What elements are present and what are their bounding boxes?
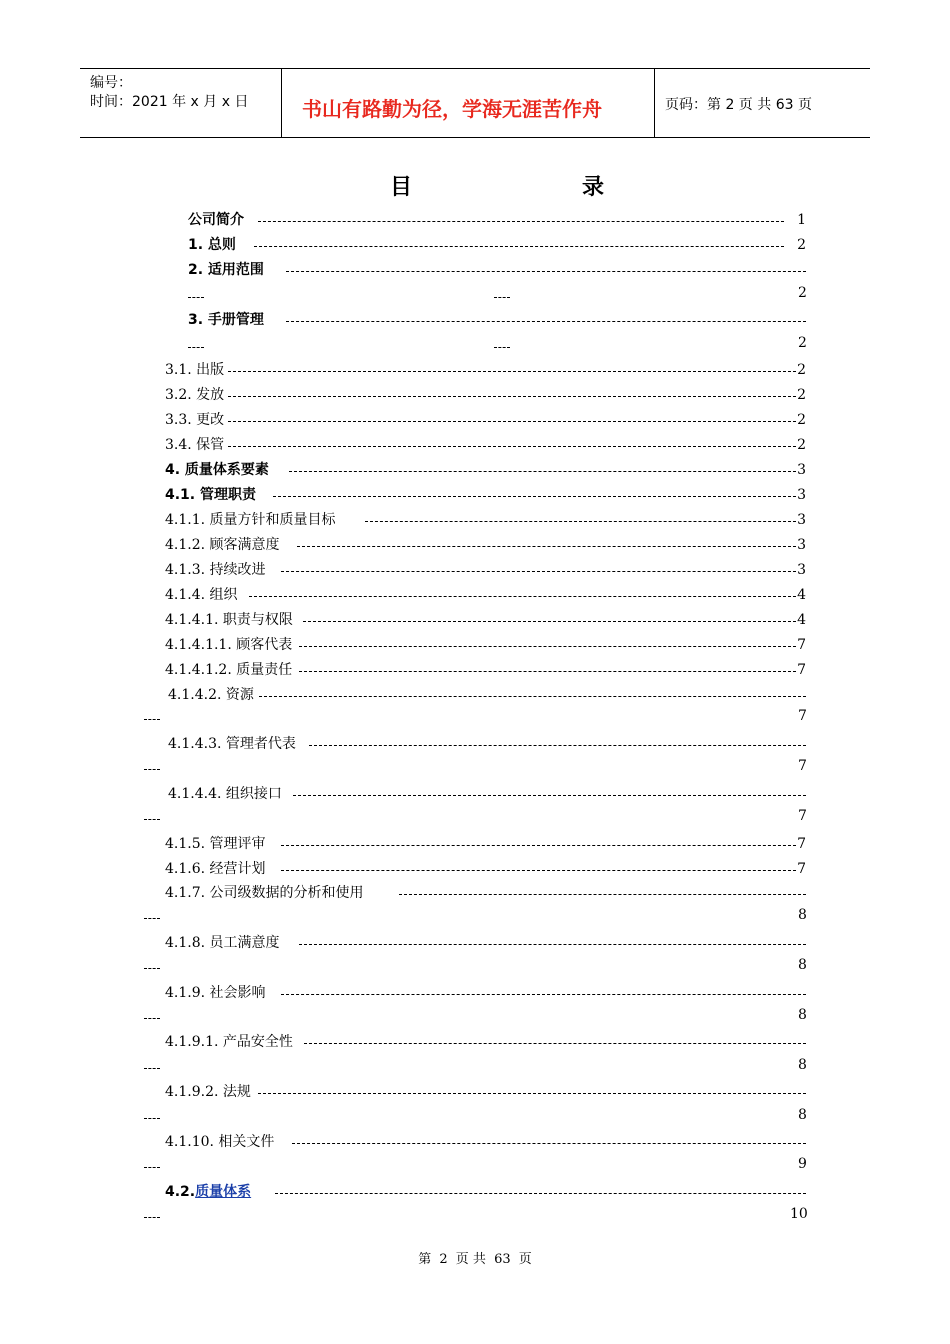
toc-entry-label: 4.1.9. 社会影响 (165, 982, 267, 1004)
toc-entry[interactable] (165, 359, 806, 381)
toc-entry[interactable] (165, 559, 806, 581)
toc-entry-label: 4. 质量体系要素 (165, 459, 270, 481)
page-footer (0, 1248, 950, 1267)
toc-entry-page: 2 (797, 387, 806, 403)
toc-leader (299, 646, 796, 647)
toc-entry[interactable] (165, 833, 806, 855)
toc-entry-label: 4.1.8. 员工满意度 (165, 932, 281, 954)
toc-entry-page: 2 (797, 437, 806, 453)
toc-entry-page: 2 (797, 237, 806, 253)
toc-entry-label: 4.1.6. 经营计划 (165, 858, 267, 880)
toc-entry-page: 3 (797, 462, 806, 478)
footer-prefix: 第 (418, 1252, 432, 1267)
toc-leader-wrap (144, 1068, 160, 1069)
toc-entry-page: 7 (797, 637, 806, 653)
toc-entry[interactable] (165, 634, 806, 656)
page-header (80, 68, 870, 138)
toc-entry-page: 1 (797, 212, 806, 228)
footer-total: 63 (494, 1252, 511, 1267)
toc-entry-page: 7 (797, 836, 806, 852)
toc-leader-wrap (188, 347, 204, 348)
toc-entry[interactable] (165, 534, 806, 556)
toc-leader-wrap (144, 1167, 160, 1168)
toc-entry-page: 4 (797, 587, 806, 603)
document-number-label: 编号： (90, 75, 132, 91)
toc-entry[interactable] (188, 259, 806, 281)
header-page-cell (655, 69, 870, 137)
toc-entry-number: 4.2. (165, 1184, 196, 1200)
toc-entry[interactable] (165, 659, 806, 681)
toc-entry[interactable] (165, 858, 806, 880)
toc-leader-wrap (144, 819, 160, 820)
toc-entry-label: 3. 手册管理 (188, 309, 265, 331)
toc-entry[interactable] (165, 434, 806, 456)
toc-entry[interactable] (165, 384, 806, 406)
toc-leader (228, 371, 796, 372)
header-page-info: 页码：第 2 页 共 63 页 (665, 97, 812, 113)
toc-leader-wrap (188, 297, 204, 298)
toc-leader (275, 1193, 806, 1194)
toc-entry-page: 2 (798, 335, 807, 351)
toc-leader (399, 894, 806, 895)
toc-leader-wrap (144, 1217, 160, 1218)
toc-leader (299, 671, 796, 672)
toc-leader (297, 546, 796, 547)
toc-entry-label: 4.1.4.2. 资源 (168, 684, 255, 706)
toc-entry[interactable] (165, 1031, 806, 1053)
toc-entry-page: 7 (798, 808, 807, 824)
toc-leader (281, 845, 796, 846)
toc-entry-page: 3 (797, 487, 806, 503)
toc-entry[interactable] (168, 783, 806, 805)
toc-leader (281, 571, 796, 572)
toc-entry-page: 2 (797, 412, 806, 428)
toc-leader-wrap (494, 347, 510, 348)
toc-entry-label: 4.1.2. 顾客满意度 (165, 534, 281, 556)
header-motto: 书山有路勤为径，学海无涯苦作舟 (302, 97, 602, 121)
toc-entry-page: 2 (797, 362, 806, 378)
toc-entry-label: 4.1.4.3. 管理者代表 (168, 733, 297, 755)
toc-entry-page: 3 (797, 512, 806, 528)
toc-leader (254, 246, 784, 247)
header-motto-cell (282, 69, 655, 137)
toc-leader (303, 621, 796, 622)
toc-entry-page: 9 (798, 1156, 807, 1172)
toc-entry[interactable] (165, 982, 806, 1004)
toc-entry[interactable] (165, 882, 806, 904)
toc-leader-wrap (144, 1018, 160, 1019)
toc-entry[interactable] (168, 684, 806, 706)
toc-entry-label: 4.1.9.1. 产品安全性 (165, 1031, 294, 1053)
toc-entry[interactable] (165, 1131, 806, 1153)
toc-leader (258, 1093, 806, 1094)
toc-entry-page: 8 (798, 957, 807, 973)
toc-entry-label: 4.1.4.4. 组织接口 (168, 783, 283, 805)
toc-entry-link[interactable]: 质量体系 (195, 1184, 252, 1200)
toc-leader (293, 795, 806, 796)
toc-entry[interactable] (188, 309, 806, 331)
toc-entry-page: 3 (797, 562, 806, 578)
toc-entry-label: 4.1.7. 公司级数据的分析和使用 (165, 882, 365, 904)
toc-entry-label: 4.1.9.2. 法规 (165, 1081, 252, 1103)
toc-entry-page: 7 (798, 758, 807, 774)
toc-entry-label: 3.3. 更改 (165, 409, 225, 431)
toc-leader-wrap (144, 719, 160, 720)
toc-entry[interactable] (165, 409, 806, 431)
toc-entry-label: 公司简介 (188, 209, 245, 231)
toc-title-part2: 录 (582, 175, 605, 200)
toc-entry[interactable] (165, 1181, 806, 1203)
footer-page: 2 (439, 1252, 448, 1267)
toc-entry[interactable] (165, 584, 806, 606)
toc-entry-page: 3 (797, 537, 806, 553)
toc-entry-label: 4.1.4.1. 职责与权限 (165, 609, 294, 631)
toc-leader (228, 421, 796, 422)
footer-mid: 页 共 (455, 1252, 486, 1267)
toc-entry-label: 4.1.5. 管理评审 (165, 833, 267, 855)
toc-entry-page: 8 (798, 1007, 807, 1023)
toc-entry-label: 4.1.4.1.2. 质量责任 (165, 659, 293, 681)
toc-entry[interactable] (165, 1081, 806, 1103)
toc-entry-label: 4.1.3. 持续改进 (165, 559, 267, 581)
toc-entry-label: 4.1.1. 质量方针和质量目标 (165, 509, 337, 531)
toc-entry-page: 8 (798, 1107, 807, 1123)
toc-entry[interactable] (165, 932, 806, 954)
toc-leader-wrap (494, 297, 510, 298)
footer-suffix: 页 (518, 1252, 532, 1267)
toc-entry-label: 3.4. 保管 (165, 434, 225, 456)
toc-leader (299, 944, 806, 945)
toc-leader (365, 521, 796, 522)
toc-leader-wrap (144, 918, 160, 919)
toc-title-part1: 目 (390, 175, 413, 200)
toc-entry[interactable] (188, 234, 806, 256)
toc-leader-wrap (144, 1118, 160, 1119)
toc-entry[interactable] (165, 609, 806, 631)
toc-entry-label: 3.2. 发放 (165, 384, 225, 406)
toc-entry-label: 3.1. 出版 (165, 359, 225, 381)
toc-entry[interactable] (168, 733, 806, 755)
toc-leader (228, 396, 796, 397)
toc-leader (273, 496, 796, 497)
toc-leader (259, 696, 806, 697)
toc-leader (249, 596, 796, 597)
toc-entry-page: 7 (797, 861, 806, 877)
toc-leader (289, 471, 796, 472)
toc-entry-page: 4 (797, 612, 806, 628)
toc-leader (304, 1043, 806, 1044)
toc-leader-wrap (144, 769, 160, 770)
toc-leader (228, 446, 796, 447)
toc-leader (286, 321, 806, 322)
toc-entry-page: 2 (798, 285, 807, 301)
toc-leader (292, 1143, 806, 1144)
toc-entry-page: 8 (798, 1057, 807, 1073)
toc-entry[interactable] (188, 209, 806, 231)
toc-entry[interactable] (165, 484, 806, 506)
toc-leader-wrap (144, 968, 160, 969)
toc-entry-label: 4.1. 管理职责 (165, 484, 257, 506)
toc-leader (286, 271, 806, 272)
toc-leader (281, 870, 796, 871)
toc-entry[interactable] (165, 459, 806, 481)
toc-leader (309, 745, 806, 746)
toc-entry-page: 7 (798, 708, 807, 724)
toc-leader (281, 994, 806, 995)
toc-entry-label: 4.1.4.1.1. 顾客代表 (165, 634, 293, 656)
header-meta (80, 69, 282, 137)
toc-entry-label: 2. 适用范围 (188, 259, 265, 281)
toc-entry-page: 8 (798, 907, 807, 923)
toc-entry-label: 4.1.10. 相关文件 (165, 1131, 275, 1153)
toc-entry-page: 7 (797, 662, 806, 678)
toc-entry-label: 1. 总则 (188, 234, 237, 256)
toc-entry-label: 4.1.4. 组织 (165, 584, 239, 606)
toc-entry-label-wrap (165, 1181, 252, 1203)
toc-entry[interactable] (165, 509, 806, 531)
toc-entry-page: 10 (790, 1206, 808, 1222)
toc-leader (258, 221, 784, 222)
document-time-label: 时间：2021 年 x 月 x 日 (90, 94, 249, 110)
